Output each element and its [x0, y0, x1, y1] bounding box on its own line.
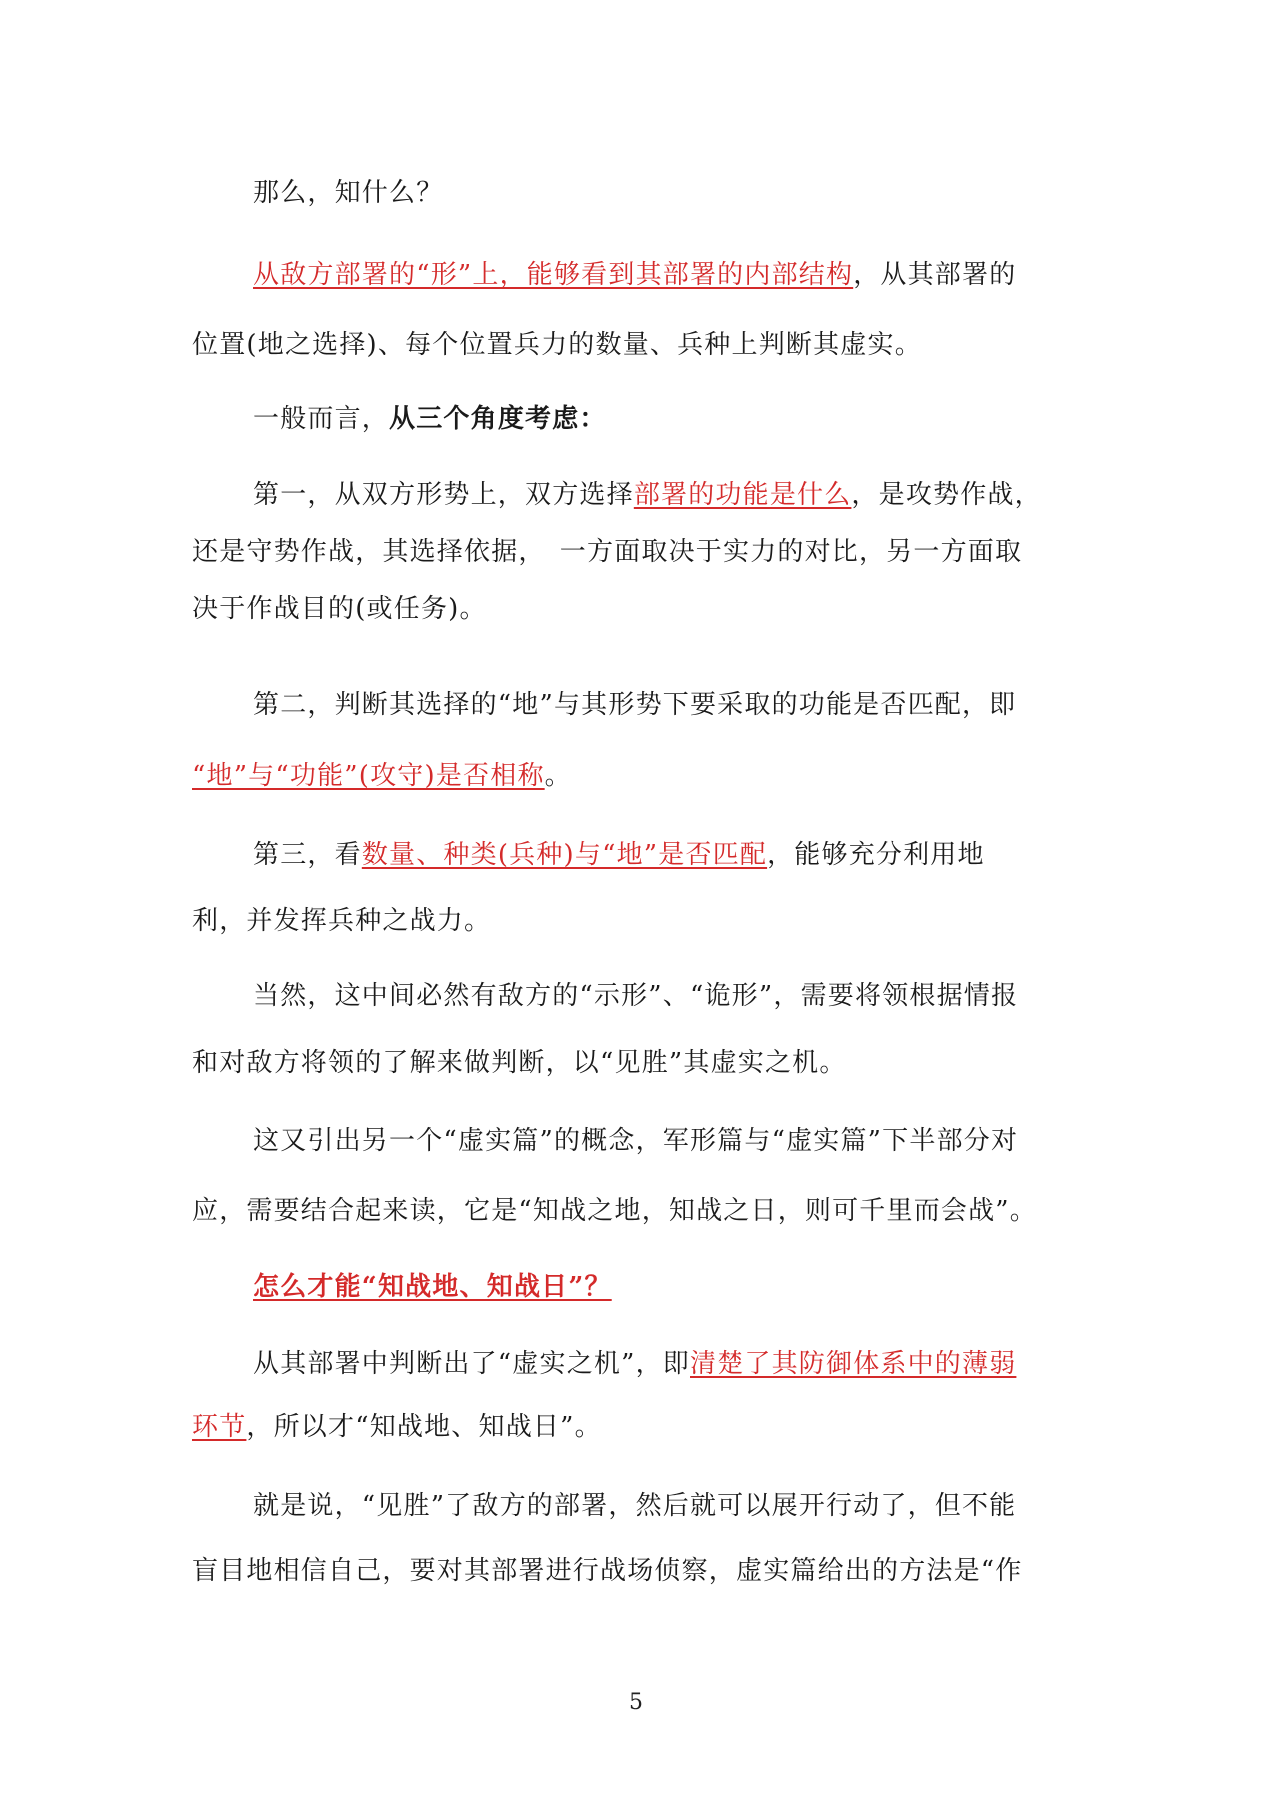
paragraph-reconnaissance-line2 [192, 1550, 1023, 1587]
paragraph-first-point-line3 [192, 588, 487, 625]
page-number: 5 [629, 1690, 643, 1715]
paragraph-deception-line2 [192, 1042, 847, 1079]
paragraph-enemy-deployment-line1 [253, 254, 1016, 291]
text: 还是守势作战，其选择依据， 一方面取决于实力的对比，另一方面取 [192, 537, 1023, 567]
highlight-text: “地”与“功能”(攻守)是否相称 [192, 761, 545, 791]
text: 第二，判断其选择的“地”与其形势下要采取的功能是否匹配，即 [253, 690, 1017, 720]
highlight-text: 部署的功能是什么 [633, 480, 852, 510]
highlight-text: 数量、种类(兵种)与“地”是否匹配 [361, 840, 768, 870]
paragraph-enemy-deployment-line2 [192, 324, 922, 361]
paragraph-xushi-line1 [253, 1120, 1018, 1157]
text: 和对敌方将领的了解来做判断，以“见胜”其虚实之机。 [192, 1048, 847, 1078]
paragraph-deception-line1 [253, 975, 1018, 1012]
text: 这又引出另一个“虚实篇”的概念，军形篇与“虚实篇”下半部分对 [253, 1126, 1019, 1156]
paragraph-xushi-line2 [192, 1190, 1037, 1227]
paragraph-third-point-line2 [192, 900, 491, 937]
text: ，所以才“知战地、知战日”。 [246, 1412, 602, 1442]
paragraph-second-point-line1 [253, 684, 1016, 721]
text: 就是说，“见胜”了敌方的部署，然后就可以展开行动了，但不能 [253, 1491, 1017, 1521]
highlight-text: 从敌方部署的“形”上，能够看到其部署的内部结构 [253, 260, 854, 290]
text: 那么，知什么？ [253, 178, 444, 208]
text: 。 [544, 761, 572, 791]
paragraph-weak-link-line1 [253, 1343, 1016, 1380]
bold-text: 从三个角度考虑： [389, 404, 607, 434]
text: 应，需要结合起来读，它是“知战之地，知战之日，则可千里而会战”。 [192, 1196, 1037, 1226]
paragraph-how-to-know-question [253, 1266, 612, 1303]
paragraph-second-point-line2 [178, 755, 572, 792]
text: 从其部署中判断出了“虚实之机”，即 [253, 1349, 690, 1379]
text: 第一，从双方形势上，双方选择 [253, 480, 634, 510]
text: 位置(地之选择)、每个位置兵力的数量、兵种上判断其虚实。 [192, 330, 922, 360]
paragraph-weak-link-line2 [192, 1406, 602, 1443]
paragraph-first-point-line2 [192, 531, 1022, 568]
text: ，能够充分利用地 [767, 840, 985, 870]
paragraph-question-what-to-know [253, 172, 443, 209]
paragraph-first-point-line1 [253, 474, 1042, 511]
highlight-bold-text: 怎么才能“知战地、知战日”？ [253, 1272, 612, 1302]
text: 盲目地相信自己，要对其部署进行战场侦察，虚实篇给出的方法是“作 [192, 1556, 1023, 1586]
text: 决于作战目的(或任务)。 [192, 594, 487, 624]
highlight-text: 清楚了其防御体系中的薄弱 [690, 1349, 1017, 1379]
paragraph-reconnaissance-line1 [253, 1485, 1016, 1522]
text: ，从其部署的 [853, 260, 1017, 290]
text: 当然，这中间必然有敌方的“示形”、“诡形”，需要将领根据情报 [253, 981, 1019, 1011]
highlight-text: 环节 [192, 1412, 247, 1442]
text: ，是攻势作战， [851, 480, 1042, 510]
text: 利，并发挥兵种之战力。 [192, 906, 492, 936]
paragraph-three-angles [253, 398, 607, 435]
text: 第三，看 [253, 840, 362, 870]
text: 一般而言， [253, 404, 390, 434]
paragraph-third-point-line1 [253, 834, 985, 871]
